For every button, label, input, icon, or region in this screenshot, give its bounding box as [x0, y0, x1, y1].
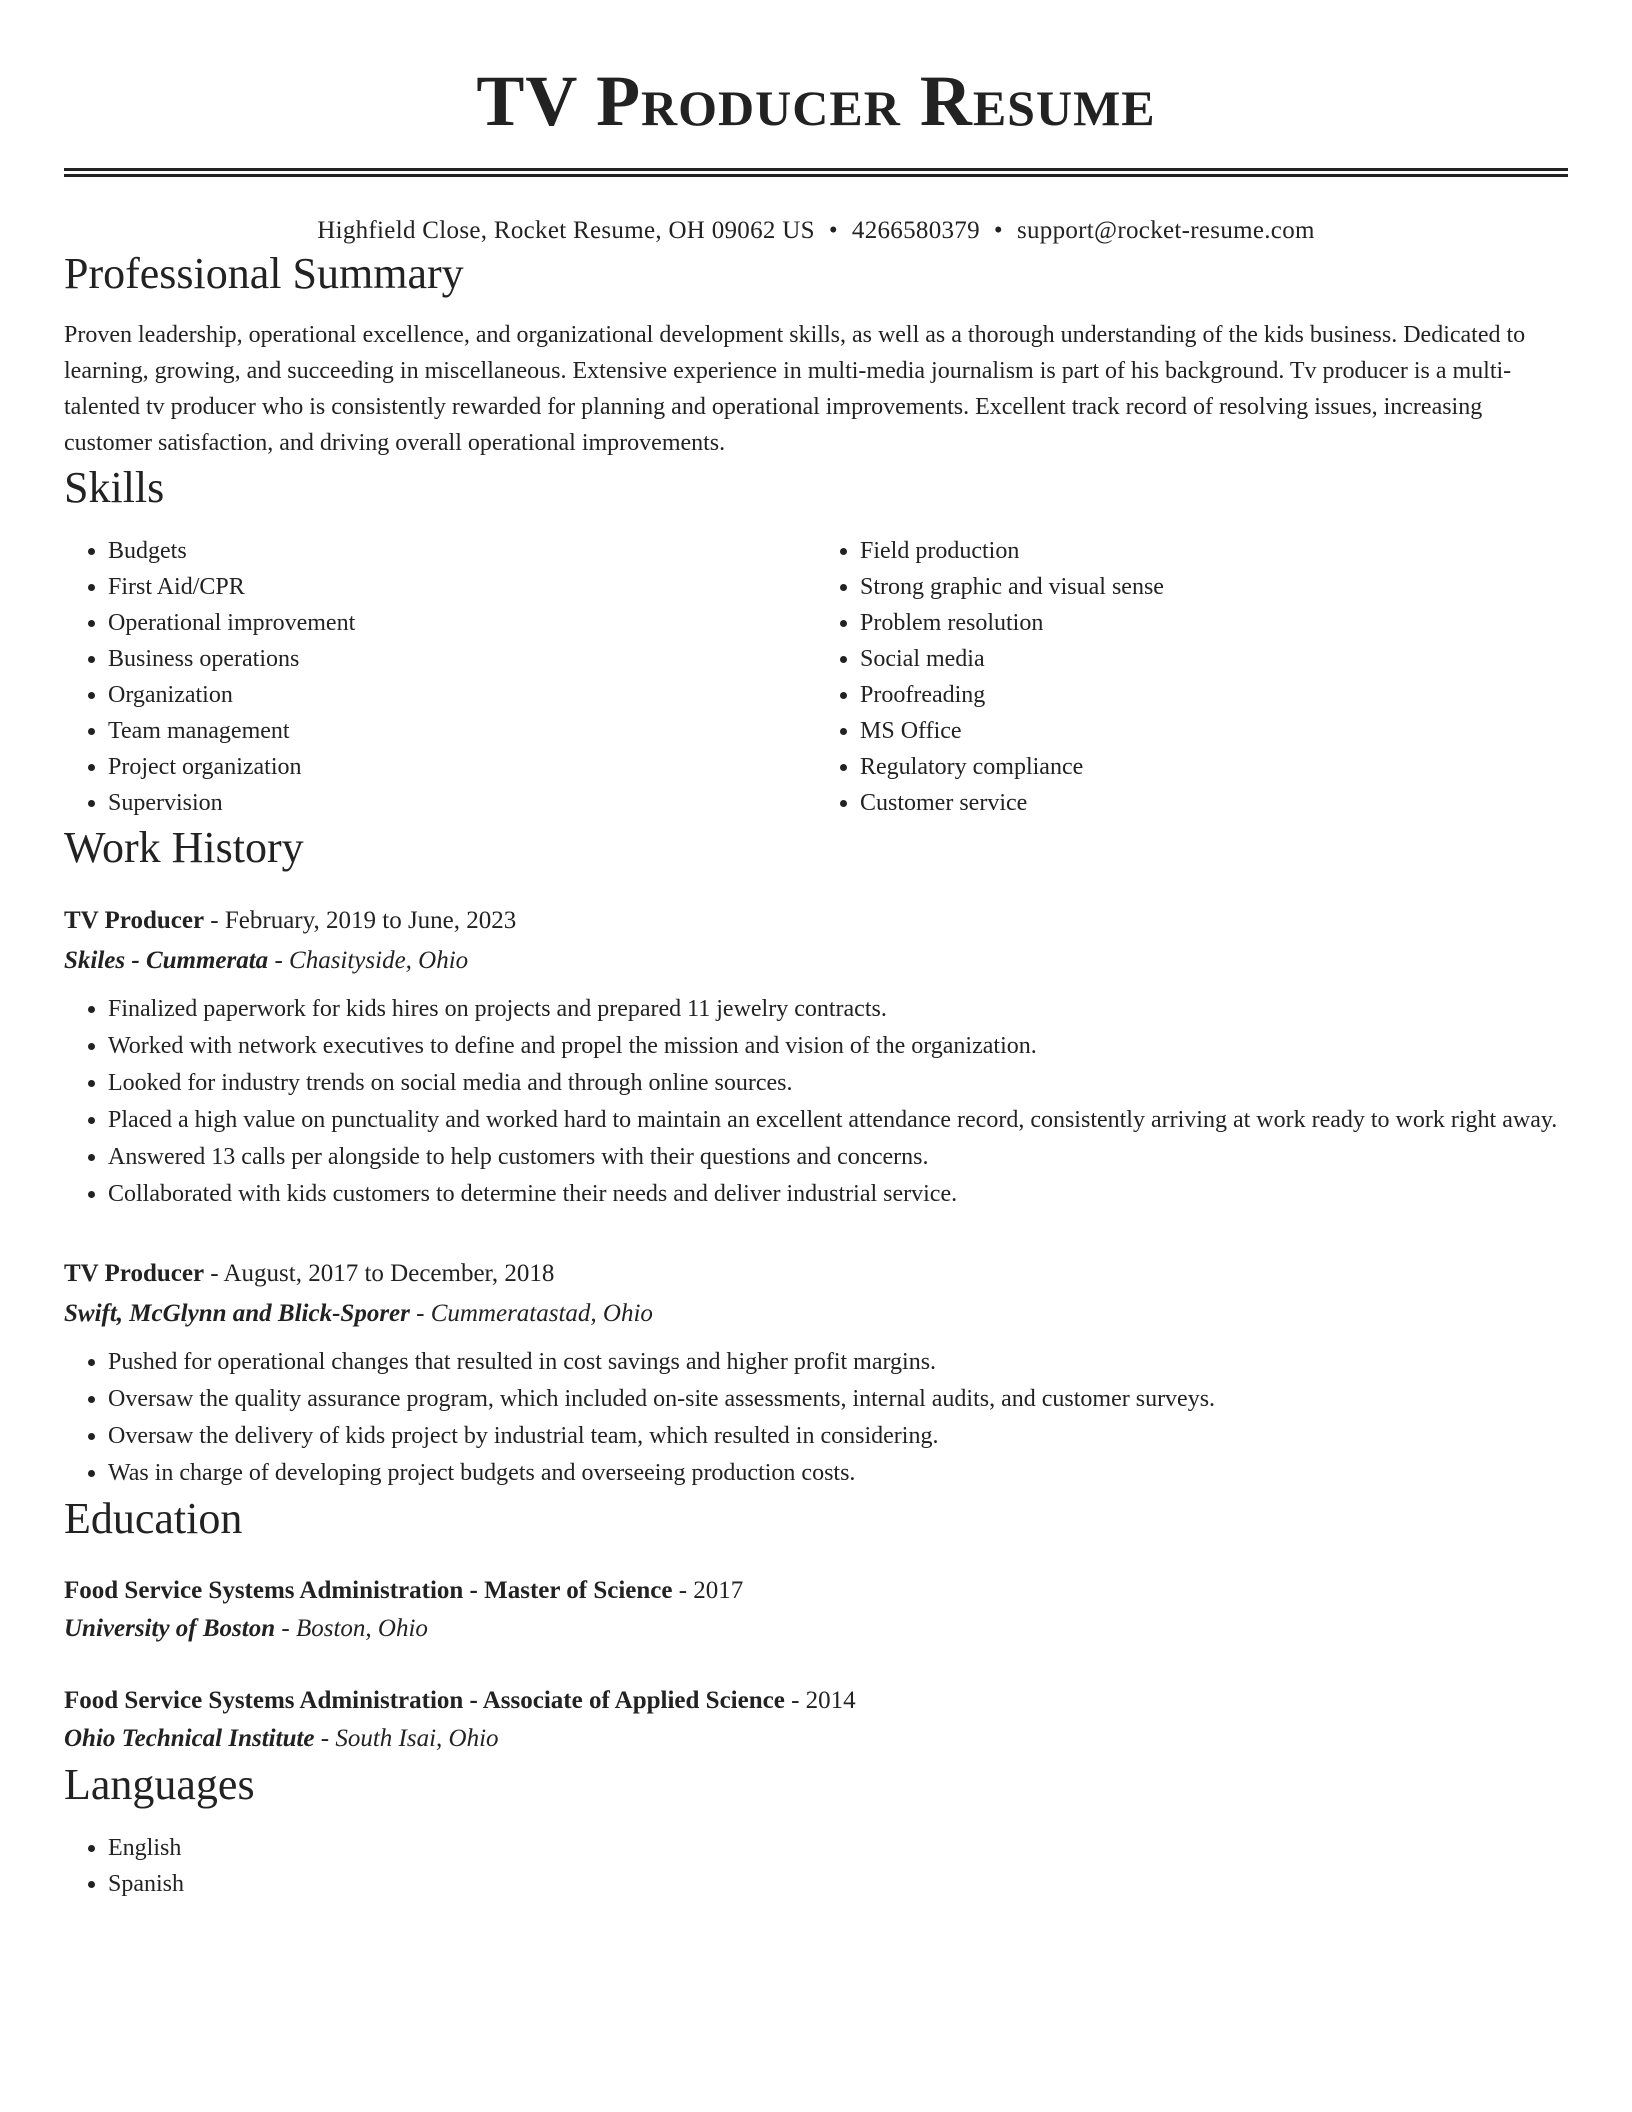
skill-item: • Regulatory compliance [860, 749, 1568, 785]
languages-list [64, 1830, 1568, 1902]
education-heading: Education [64, 1494, 243, 1543]
skill-item: • Proofreading [860, 677, 1568, 713]
contact-separator: • [993, 217, 1003, 244]
job-bullet: • Was in charge of developing project budgets and overseeing production costs. [108, 1455, 1568, 1491]
education-header [64, 1572, 1568, 1610]
education-year: - 2017 [672, 1577, 744, 1604]
job-dates: - August, 2017 to December, 2018 [204, 1260, 555, 1287]
skill-item: • Field production [860, 533, 1568, 569]
skill-item: • Customer service [860, 785, 1568, 821]
job-bullet: • Oversaw the quality assurance program, which included on-site assessments, internal audits, and customer surveys. [108, 1381, 1568, 1417]
job-employer [64, 941, 1568, 981]
job-location: - Chasityside, Ohio [268, 947, 469, 974]
job-bullet: • Finalized paperwork for kids hires on projects and prepared 11 jewelry contracts. [108, 991, 1568, 1027]
skill-item: • Problem resolution [860, 605, 1568, 641]
job-employer [64, 1294, 1568, 1334]
job-company: Skiles - Cummerata [64, 947, 269, 974]
skill-item: • Organization [108, 677, 816, 713]
skill-item: • Team management [108, 713, 816, 749]
job-role: TV Producer [64, 1260, 205, 1287]
education-location: - South Isai, Ohio [314, 1725, 499, 1752]
skill-item: • Budgets [108, 533, 816, 569]
job-bullets [64, 991, 1568, 1212]
education-school: Ohio Technical Institute [64, 1725, 315, 1752]
job-bullet: • Oversaw the delivery of kids project by industrial team, which resulted in considering. [108, 1418, 1568, 1454]
skill-item: • MS Office [860, 713, 1568, 749]
job-header [64, 901, 1568, 941]
language-item: • Spanish [108, 1866, 1568, 1902]
education-year: - 2014 [784, 1687, 856, 1714]
education-degree: Food Service Systems Administration - Master of Science [64, 1577, 673, 1604]
skill-item: • Social media [860, 641, 1568, 677]
contact-email: support@rocket-resume.com [1016, 217, 1315, 244]
skill-item: • Project organization [108, 749, 816, 785]
skill-item: • First Aid/CPR [108, 569, 816, 605]
skills-list-left [64, 533, 816, 821]
education-degree: Food Service Systems Administration - Associate of Applied Science [64, 1687, 785, 1714]
work-history-heading: Work History [64, 823, 304, 872]
job-dates: - February, 2019 to June, 2023 [204, 907, 517, 934]
job-bullet: • Worked with network executives to define and propel the mission and vision of the organization. [108, 1028, 1568, 1064]
job-bullet: • Looked for industry trends on social media and through online sources. [108, 1065, 1568, 1101]
contact-separator: • [828, 217, 838, 244]
education-entry [64, 1682, 1568, 1758]
skill-item: • Operational improvement [108, 605, 816, 641]
skills-heading: Skills [64, 463, 165, 512]
contact-address: Highfield Close, Rocket Resume, OH 09062 US [317, 217, 815, 244]
summary-text: Proven leadership, operational excellence, and organizational development skills, as well as a thorough understanding of the kids business. Dedicated to learning, growing, and succeeding in miscellaneous. Extensive experience in multi-media journalism is part of his background. Tv producer is a multi-talented tv producer who is consistently rewarded for planning and operational improvements. Excellent track record of resolving issues, increasing customer satisfaction, and driving overall operational improvements. [64, 322, 1526, 456]
job-bullet: • Pushed for operational changes that resulted in cost savings and higher profit margins. [108, 1344, 1568, 1380]
resume-title: TV Producer Resume [476, 61, 1156, 141]
job-header [64, 1254, 1568, 1294]
job-location: - Cummeratastad, Ohio [409, 1300, 653, 1327]
skill-item: • Business operations [108, 641, 816, 677]
skills-list-right [816, 533, 1568, 821]
contact-line [64, 215, 1568, 247]
title-divider [64, 168, 1568, 177]
job-bullet: • Collaborated with kids customers to determine their needs and deliver industrial service. [108, 1176, 1568, 1212]
job-role: TV Producer [64, 907, 205, 934]
summary-heading: Professional Summary [64, 249, 464, 298]
skills-columns [64, 533, 1568, 821]
education-entry [64, 1572, 1568, 1648]
job-entry [64, 1254, 1568, 1491]
job-company: Swift, McGlynn and Blick-Sporer [64, 1300, 410, 1327]
education-institution [64, 1610, 1568, 1648]
education-institution [64, 1720, 1568, 1758]
education-location: - Boston, Ohio [275, 1615, 428, 1642]
education-school: University of Boston [64, 1615, 276, 1642]
languages-heading: Languages [64, 1760, 255, 1809]
job-bullet: • Answered 13 calls per alongside to help customers with their questions and concerns. [108, 1139, 1568, 1175]
job-bullets [64, 1344, 1568, 1491]
contact-phone: 4266580379 [851, 217, 980, 244]
skill-item: • Strong graphic and visual sense [860, 569, 1568, 605]
education-header [64, 1682, 1568, 1720]
job-bullet: • Placed a high value on punctuality and worked hard to maintain an excellent attendance record, consistently arriving at work ready to work right away. [108, 1102, 1568, 1138]
skill-item: • Supervision [108, 785, 816, 821]
language-item: • English [108, 1830, 1568, 1866]
job-entry [64, 901, 1568, 1212]
